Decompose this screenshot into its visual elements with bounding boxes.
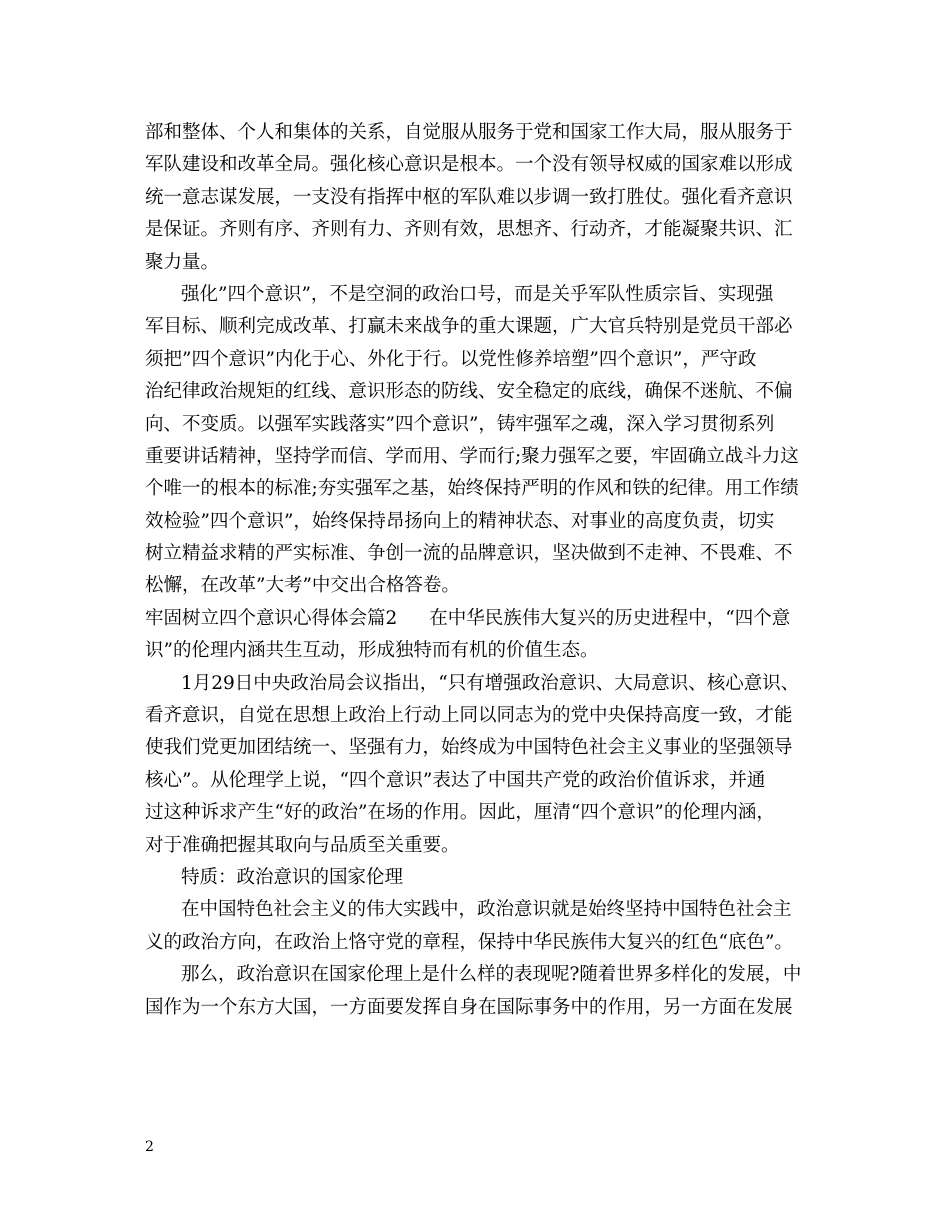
document-body	[145, 117, 815, 1024]
text-line: 强化”四个意识”，不是空洞的政治口号，而是关乎军队性质宗旨、实现强	[181, 283, 774, 305]
text-line: 树立精益求精的严实标准、争创一流的品牌意识，坚决做到不走神、不畏难、不	[145, 543, 793, 565]
text-line: 向、不变质。以强军实践落实”四个意识”，铸牢强军之魂，深入学习贯彻系列	[145, 413, 775, 435]
subheading: 特质：政治意识的国家伦理	[181, 866, 404, 888]
text-line: 使我们党更加团结统一、坚强有力，始终成为中国特色社会主义事业的坚强领导	[145, 737, 793, 759]
section-heading-line	[145, 603, 815, 635]
section-title: 牢固树立四个意识心得体会篇2	[145, 607, 398, 629]
text-line: 国作为一个东方大国，一方面要发挥自身在国际事务中的作用，另一方面在发展	[145, 996, 793, 1018]
text-line: 义的政治方向，在政治上恪守党的章程，保持中华民族伟大复兴的红色“底色”。	[145, 931, 793, 953]
text-line: 军目标、顺利完成改革、打赢未来战争的重大课题，广大官兵特别是党员干部必	[145, 316, 793, 338]
page-number: 2	[145, 1139, 154, 1155]
text-line: 在中国特色社会主义的伟大实践中，政治意识就是始终坚持中国特色社会主	[181, 899, 792, 921]
text-line: 是保证。齐则有序、齐则有力、齐则有效，思想齐、行动齐，才能凝聚共识、汇	[145, 219, 793, 241]
text-line: 聚力量。	[145, 251, 220, 273]
text-line: 统一意志谋发展，一支没有指挥中枢的军队难以步调一致打胜仗。强化看齐意识	[145, 186, 793, 208]
text-line: 那么，政治意识在国家伦理上是什么样的表现呢?随着世界多样化的发展，中	[181, 964, 802, 986]
text-line: 军队建设和改革全局。强化核心意识是根本。一个没有领导权威的国家难以形成	[145, 154, 793, 176]
section-title-continuation: 在中华民族伟大复兴的历史进程中，“四个意	[429, 607, 791, 629]
text-line: 重要讲话精神，坚持学而信、学而用、学而行;聚力强军之要，牢固确立战斗力这	[145, 445, 799, 467]
text-line: 识”的伦理内涵共生互动，形成独特而有机的价值生态。	[145, 640, 599, 662]
text-line: 对于准确把握其取向与品质至关重要。	[145, 834, 460, 856]
text-line: 个唯一的根本的标准;夯实强军之基，始终保持严明的作风和铁的纪律。用工作绩	[145, 478, 799, 500]
text-line: 须把”四个意识”内化于心、外化于行。以党性修养培塑”四个意识”，严守政	[145, 348, 757, 370]
text-line: 效检验”四个意识”，始终保持昂扬向上的精神状态、对事业的高度负责，切实	[145, 510, 775, 532]
text-line: 过这种诉求产生“好的政治”在场的作用。因此，厘清“四个意识”的伦理内涵，	[145, 802, 775, 824]
text-line: 1月29日中央政治局会议指出，“只有增强政治意识、大局意识、核心意识、	[181, 672, 800, 694]
text-line: 部和整体、个人和集体的关系，自觉服从服务于党和国家工作大局，服从服务于	[145, 122, 793, 143]
text-line: 松懈，在改革”大考”中交出合格答卷。	[145, 575, 460, 597]
text-line: 核心”。从伦理学上说，“四个意识”表达了中国共产党的政治价值诉求，并通	[145, 769, 766, 791]
text-line: 治纪律政治规矩的红线、意识形态的防线、安全稳定的底线，确保不迷航、不偏	[145, 381, 793, 403]
text-line: 看齐意识，自觉在思想上政治上行动上同以同志为的党中央保持高度一致，才能	[145, 705, 793, 727]
